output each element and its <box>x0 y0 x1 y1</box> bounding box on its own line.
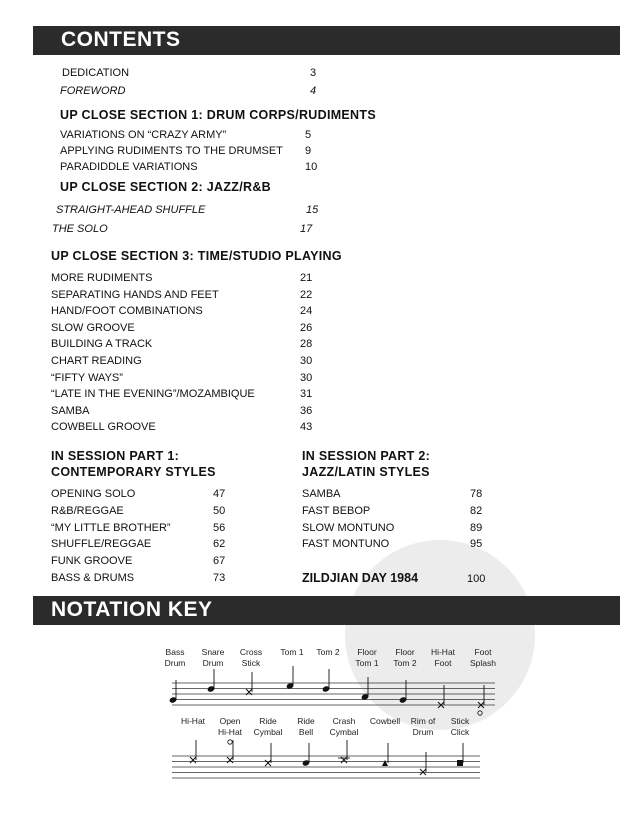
toc-entry-page: 30 <box>300 355 313 367</box>
toc-entry-label: “LATE IN THE EVENING”/MOZAMBIQUE <box>51 388 255 401</box>
toc-entry-page: 28 <box>300 338 313 351</box>
open-circle-icon <box>228 740 232 744</box>
triangle-note-head <box>382 760 388 766</box>
notation-label-line1: Tom 1 <box>280 647 304 657</box>
section-heading: UP CLOSE SECTION 1: DRUM CORPS/RUDIMENTS <box>60 108 376 122</box>
notation-label-line2: Drum <box>412 727 434 737</box>
x-note-head <box>265 760 271 766</box>
notation-label-line2: Stick <box>241 658 261 668</box>
toc-entry-label: HAND/FOOT COMBINATIONS <box>51 305 203 318</box>
toc-entry-page: 31 <box>300 388 313 401</box>
notation-label-line1: Hi-Hat <box>180 716 206 726</box>
toc-entry-label: SHUFFLE/REGGAE <box>51 538 152 551</box>
notation-label-line2: Cymbal <box>253 727 283 737</box>
toc-entry-page: 30 <box>300 371 313 384</box>
notation-label-line2: Click <box>450 727 470 737</box>
toc-entry-label: R&B/REGGAE <box>51 504 124 517</box>
toc-entry-page: 95 <box>470 538 483 551</box>
toc-entry-page: 3 <box>310 67 317 79</box>
notation-label-line2: Drum <box>164 658 186 668</box>
toc-entry-page: 21 <box>300 272 313 284</box>
toc-entry-label: BASS & DRUMS <box>51 572 135 584</box>
notation-label-line1: Ride <box>259 716 277 726</box>
toc-entry-label: THE SOLO <box>52 223 108 235</box>
toc-entry-page: 56 <box>213 521 226 534</box>
toc-entry-page: 24 <box>300 305 313 318</box>
toc-entry-label: MORE RUDIMENTS <box>51 272 153 284</box>
toc-entry-label: SLOW MONTUNO <box>302 521 395 534</box>
session-heading: IN SESSION PART 1: <box>51 449 180 463</box>
square-note-head <box>457 760 463 766</box>
toc-entry-label: CHART READING <box>51 355 142 367</box>
toc-entry-label: APPLYING RUDIMENTS TO THE DRUMSET <box>60 145 283 157</box>
toc-entry-page: 82 <box>470 504 483 517</box>
notation-label-line1: Floor <box>357 647 377 657</box>
toc-entry-page: 17 <box>300 223 313 235</box>
toc-entry-page: 36 <box>300 404 313 417</box>
toc-entry-label: FAST MONTUNO <box>302 538 390 551</box>
notation-label-line1: Snare <box>201 647 225 657</box>
contents-title: CONTENTS <box>61 28 181 51</box>
notation-label-line1: Crash <box>332 716 356 726</box>
toc-entry-label: SEPARATING HANDS AND FEET <box>51 288 219 301</box>
toc-entry-label: FAST BEBOP <box>302 504 371 517</box>
toc-entry-page: 22 <box>300 288 313 301</box>
toc-entry-page: 5 <box>305 129 312 141</box>
toc-entry-label: PARADIDDLE VARIATIONS <box>60 161 198 173</box>
toc-entry-page: 10 <box>305 161 318 173</box>
x-note-head <box>227 757 233 763</box>
toc-entry-label: VARIATIONS ON “CRAZY ARMY” <box>60 129 227 141</box>
toc-entry-label: FUNK GROOVE <box>51 555 133 568</box>
toc-entry-label: STRAIGHT-AHEAD SHUFFLE <box>56 204 206 216</box>
notation-label-line2: Bell <box>298 727 314 737</box>
toc-entry-label: “FIFTY WAYS” <box>51 371 123 384</box>
notation-label-line1: Tom 2 <box>316 647 340 657</box>
toc-entry-label: SLOW GROOVE <box>51 321 135 334</box>
notation-title: NOTATION KEY <box>51 598 213 621</box>
toc-entry-label: SAMBA <box>302 488 341 500</box>
toc-entry-page: 15 <box>306 204 319 216</box>
toc-entry-label: SAMBA <box>51 404 90 417</box>
toc-entry-page: 50 <box>213 504 226 517</box>
toc-entry-label: “MY LITTLE BROTHER” <box>51 521 171 534</box>
staff-top <box>169 666 495 715</box>
staff-bottom <box>172 740 480 778</box>
notation-label-line1: Hi-Hat <box>430 647 456 657</box>
toc-entry-page: 4 <box>310 85 317 97</box>
toc-entry-page: 43 <box>300 421 313 434</box>
toc-entry-label: COWBELL GROOVE <box>51 421 156 434</box>
notation-label-line1: Open <box>219 716 241 726</box>
x-note-head <box>420 769 426 775</box>
toc-entry-page: 62 <box>213 538 226 551</box>
notation-label-line1: Floor <box>395 647 415 657</box>
session-heading: IN SESSION PART 2: <box>302 449 431 463</box>
toc-entry-page: 100 <box>467 573 486 585</box>
toc-entry-label: FOREWORD <box>60 85 126 97</box>
notation-label-line2: Hi-Hat <box>217 727 243 737</box>
notation-label-line2: Foot <box>434 658 452 668</box>
toc-entry-page: 78 <box>470 488 483 500</box>
notation-label-line2: Splash <box>470 658 496 668</box>
toc-entry-page: 26 <box>300 321 313 334</box>
session-heading: CONTEMPORARY STYLES <box>51 465 216 479</box>
toc-entry-label: ZILDJIAN DAY 1984 <box>302 571 419 585</box>
notation-label-line1: Stick <box>450 716 470 726</box>
toc-entry-page: 67 <box>213 555 226 568</box>
open-circle-icon <box>478 711 482 715</box>
notation-label-line1: Cowbell <box>369 716 401 726</box>
notation-label-line1: Cross <box>239 647 263 657</box>
notation-label-line2: Tom 2 <box>393 658 417 668</box>
session-heading: JAZZ/LATIN STYLES <box>302 465 430 479</box>
notation-label-line1: Rim of <box>410 716 436 726</box>
notation-label-line1: Foot <box>474 647 492 657</box>
notation-label-line1: Ride <box>297 716 315 726</box>
notation-label-line2: Cymbal <box>329 727 359 737</box>
toc-entry-label: OPENING SOLO <box>51 488 136 500</box>
notation-label-line2: Tom 1 <box>355 658 379 668</box>
notation-label-line2: Drum <box>202 658 224 668</box>
toc-entry-page: 89 <box>470 521 483 534</box>
x-note-head <box>190 757 196 763</box>
toc-entry-label: DEDICATION <box>62 67 130 79</box>
toc-entry-page: 73 <box>213 572 226 584</box>
section-heading: UP CLOSE SECTION 2: JAZZ/R&B <box>60 180 271 194</box>
section-heading: UP CLOSE SECTION 3: TIME/STUDIO PLAYING <box>51 249 342 263</box>
notation-label-line1: Bass <box>165 647 185 657</box>
toc-entry-page: 9 <box>305 145 312 157</box>
toc-entry-label: BUILDING A TRACK <box>51 338 153 351</box>
toc-entry-page: 47 <box>213 488 226 500</box>
